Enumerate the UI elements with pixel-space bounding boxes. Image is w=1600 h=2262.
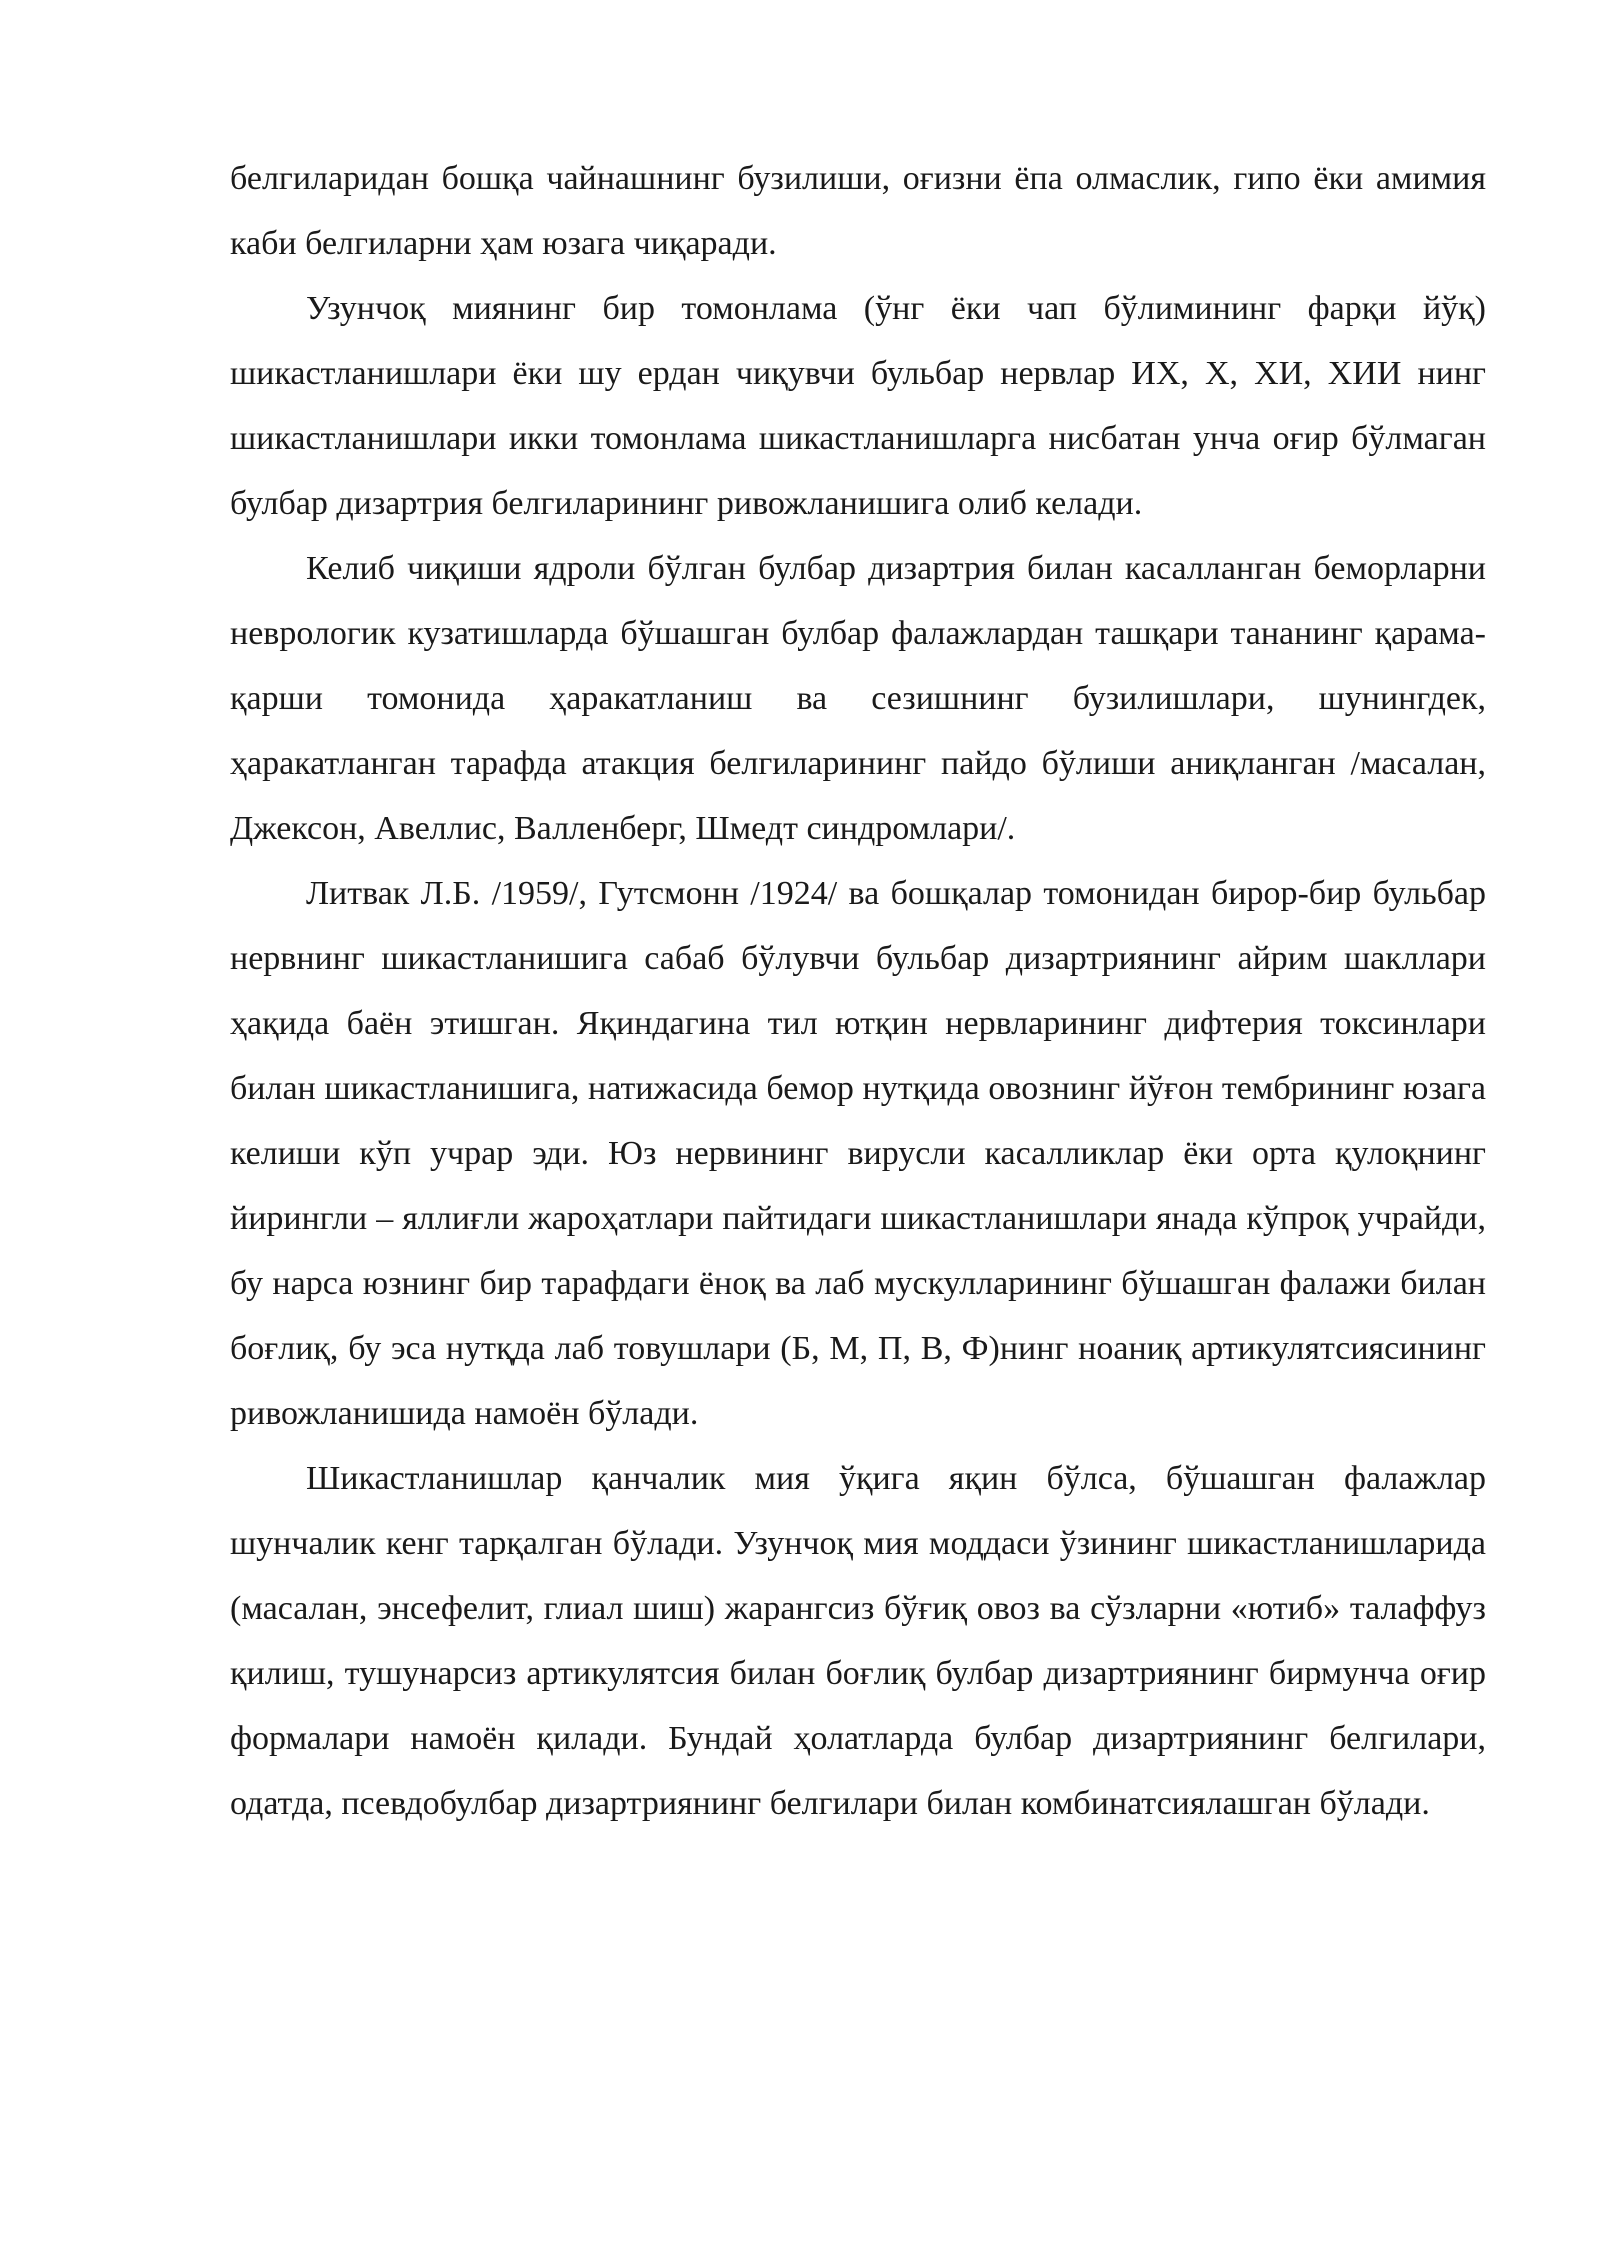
paragraph: Шикастланишлар қанчалик мия ўқига яқин бўлса, бўшашган фалажлар шунчалик кенг тарқалган бўлади. Узунчоқ мия моддаси ўзининг шикастланишларида (масалан, энсефелит, глиал шиш) жарангсиз бўғиқ овоз ва сўзларни «ютиб» талаффуз қилиш, тушунарсиз артикулятсия билан боғлиқ булбар дизартриянинг бирмунча оғир формалари намоён қилади. Бундай ҳолатларда булбар дизартриянинг белгилари, одатда, псевдобулбар дизартриянинг белгилари билан комбинатсиялашган бўлади. bbox=[230, 1460, 1486, 1822]
paragraph: Литвак Л.Б. /1959/, Гутсмонн /1924/ ва бошқалар томонидан бирор-бир бульбар нервнинг шикастланишига сабаб бўлувчи бульбар дизартриянинг айрим шакллари ҳақида баён этишган. Яқиндагина тил ютқин нервларининг дифтерия токсинлари билан шикастланишига, натижасида бемор нутқида овознинг йўғон тембрининг юзага келиши кўп учрар эди. Юз нервининг вирусли касалликлар ёки орта қулоқнинг йирингли – яллиғли жароҳатлари пайтидаги шикастланишлари янада кўпроқ учрайди, бу нарса юзнинг бир тарафдаги ёноқ ва лаб мускулларининг бўшашган фалажи билан боғлиқ, бу эса нутқда лаб товушлари (Б, М, П, В, Ф)нинг ноаниқ артикулятсиясининг ривожланишида намоён бўлади. bbox=[230, 875, 1486, 1432]
paragraph-continuation: белгиларидан бошқа чайнашнинг бузилиши, оғизни ёпа олмаслик, гипо ёки амимия каби белгиларни ҳам юзага чиқаради. bbox=[230, 160, 1486, 262]
body-text bbox=[230, 146, 1486, 1836]
paragraph: Узунчоқ миянинг бир томонлама (ўнг ёки чап бўлимининг фарқи йўқ) шикастланишлари ёки шу ердан чиқувчи бульбар нервлар ИХ, Х, ХИ, ХИИ нинг шикастланишлари икки томонлама шикастланишларга нисбатан унча оғир бўлмаган булбар дизартрия белгиларининг ривожланишига олиб келади. bbox=[230, 290, 1486, 522]
paragraph: Келиб чиқиши ядроли бўлган булбар дизартрия билан касалланган беморларни неврологик кузатишларда бўшашган булбар фалажлардан ташқари тананинг қарама-қарши томонида ҳаракатланиш ва сезишнинг бузилишлари, шунингдек, ҳаракатланган тарафда атакция белгиларининг пайдо бўлиши аниқланган /масалан, Джексон, Авеллис, Валленберг, Шмедт синдромлари/. bbox=[230, 550, 1486, 847]
